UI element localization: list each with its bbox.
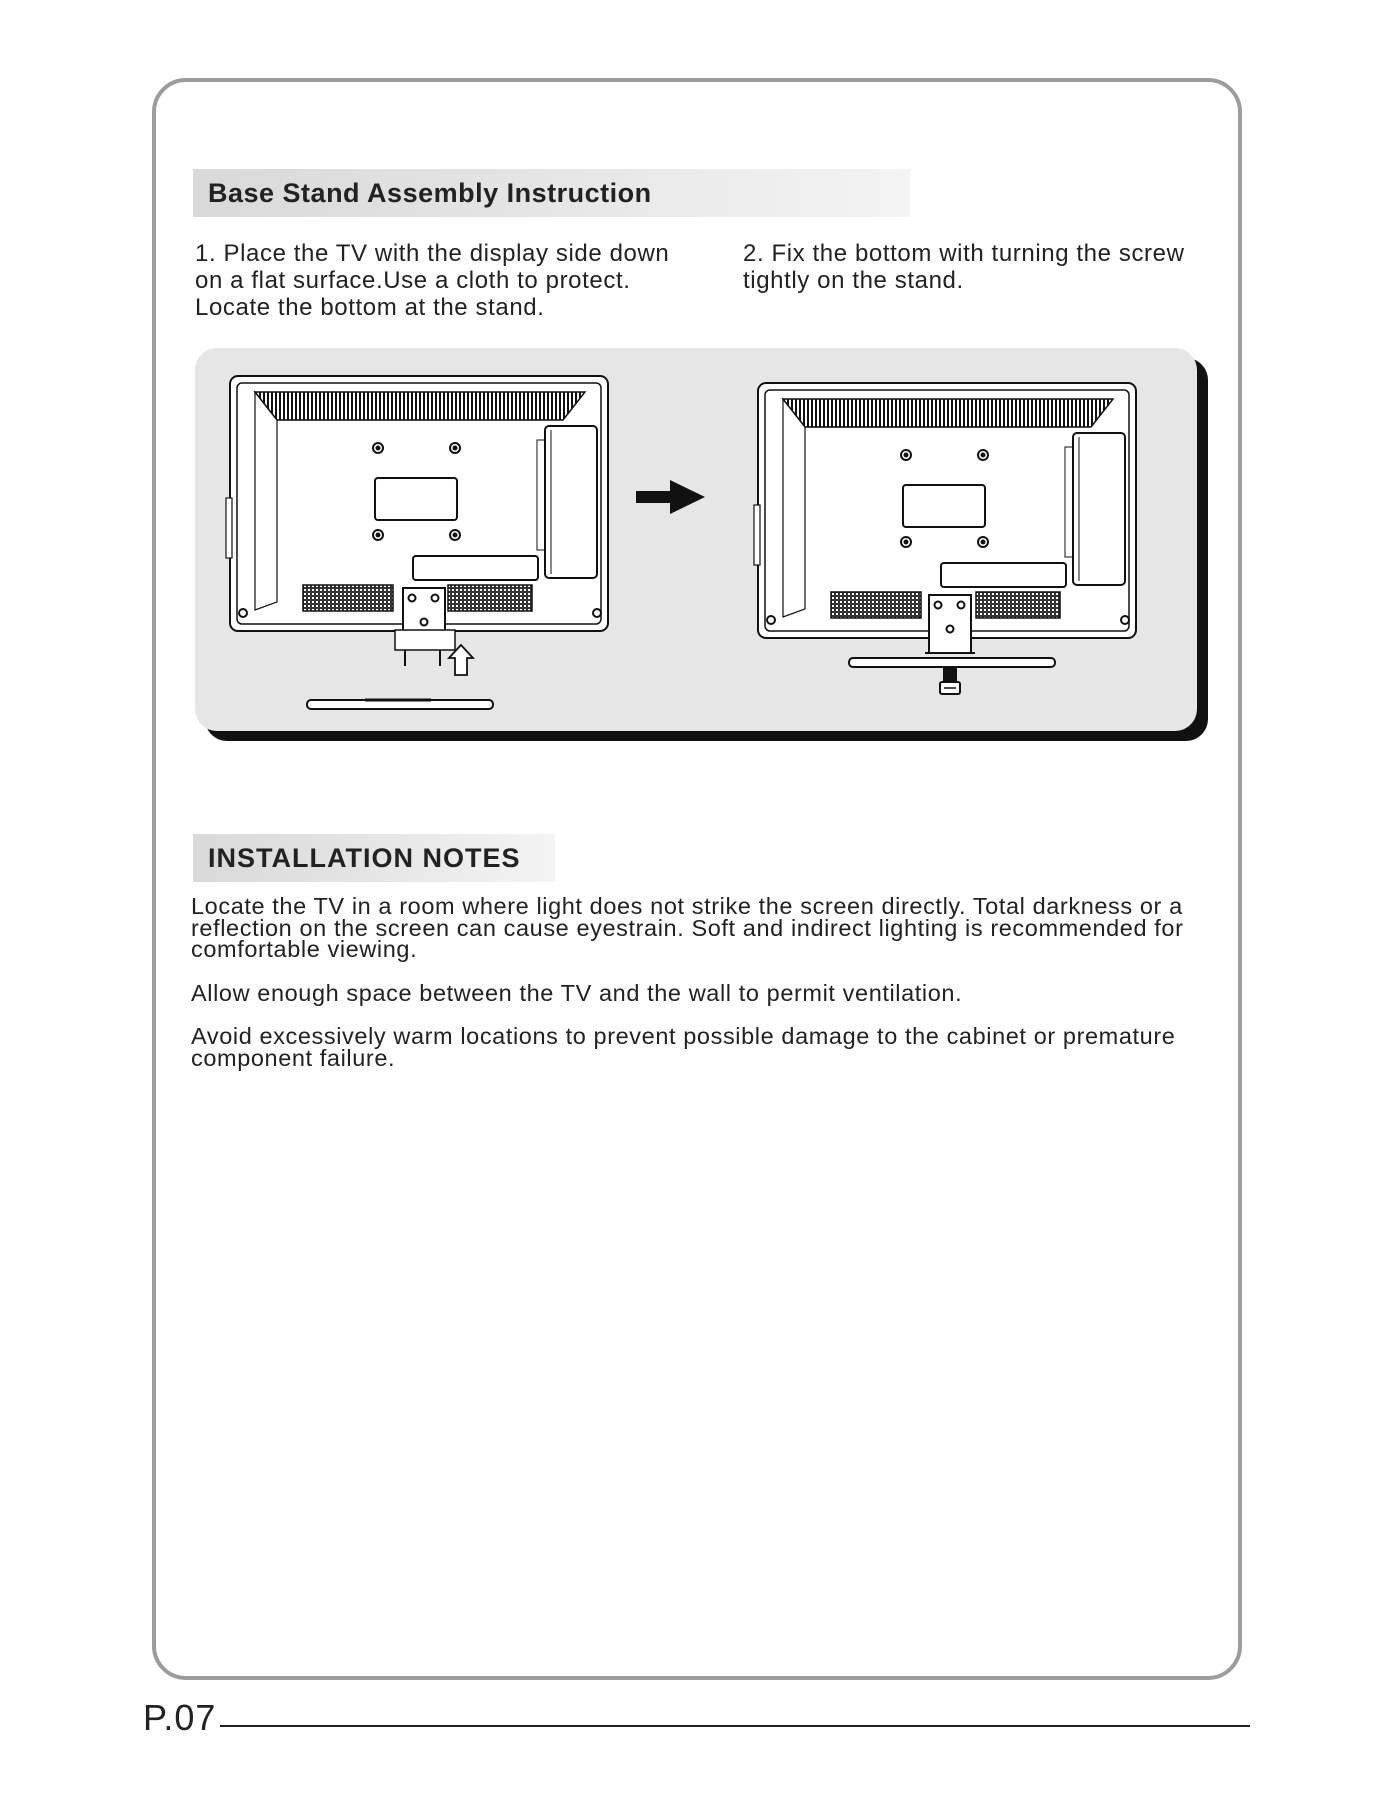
base-stand-section-title: Base Stand Assembly Instruction bbox=[193, 169, 910, 217]
step-1-text: 1. Place the TV with the display side down on a flat surface.Use a cloth to protect. Locate the bottom at the stand. bbox=[195, 240, 670, 321]
assembly-diagram bbox=[195, 348, 1210, 743]
installation-notes bbox=[191, 893, 1211, 1091]
installation-notes-title: INSTALLATION NOTES bbox=[193, 834, 555, 882]
footer-rule bbox=[220, 1725, 1250, 1727]
stand-base-before bbox=[307, 700, 493, 709]
step-2-text: 2. Fix the bottom with turning the screw tightly on the stand. bbox=[743, 240, 1185, 294]
note-heat: Avoid excessively warm locations to prevent possible damage to the cabinet or premature component failure. bbox=[191, 1023, 1176, 1071]
tv-back-before bbox=[226, 376, 608, 666]
note-lighting: Locate the TV in a room where light does not strike the screen directly. Total darkness or a reflection on the screen can cause eyestrain. Soft and indirect lighting is recommended for comfortable viewing. bbox=[191, 893, 1184, 962]
note-ventilation: Allow enough space between the TV and the wall to permit ventilation. bbox=[191, 979, 963, 1006]
page-number: P.07 bbox=[143, 1697, 217, 1738]
